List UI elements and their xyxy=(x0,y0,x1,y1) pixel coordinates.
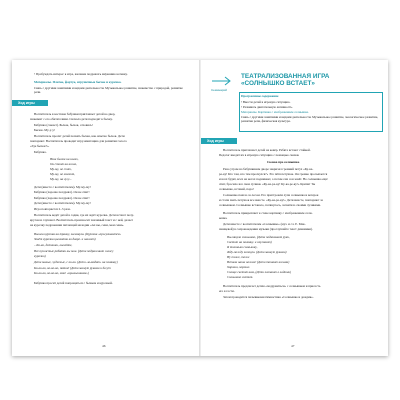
left-line-5: Воспитатель просит детей позвать бычка, как опытно бычок. Дети xyxy=(34,134,125,138)
story-2: ре-ку! Кто там, кто там проснулся?» Это пётя петушок. Он громко просыпается xyxy=(219,172,328,176)
poem-line-8: Солнце светит нам, (Дети хлопают в ладоши) xyxy=(227,270,292,274)
story-1: Рано утром на бабушкином дворе закричал громкий петух «Ку-ка- xyxy=(223,167,314,171)
poem2-line-5: курочки) xyxy=(34,254,46,258)
left-line2-1: Дети (вместе с воспитателем). Му-му-му! xyxy=(34,185,91,189)
outro-3: Затем проводится пальчиковая гимнастика «Солнышко и дождик». xyxy=(223,295,314,299)
poem2-line-8: Ко-ко-ко, ко-ко-ко, мои! «крылышками») xyxy=(34,271,89,275)
poem-line-6: Встали наши ножки! (Дети топают ногами) xyxy=(227,260,290,264)
poem1-line-4: Му-му, не молчит, xyxy=(50,172,75,176)
poem2-line-1: Вышла курочка на травку, заглянула. (Курочка «прогуливается» xyxy=(34,232,122,236)
left-line-1: Воспитатель в костюме бабушки приглашает детей во двор, xyxy=(34,112,116,116)
left-line2-5: Игра повторяется 2–3 раза. xyxy=(34,207,71,211)
right-page xyxy=(201,60,388,356)
poem-line-7: Хорошо, хорошо xyxy=(227,265,250,269)
section-bar-label: Ход игры xyxy=(207,139,224,143)
left-line2-7: кругом и слушают. Воспитатель произносит значимый текст и с ней, делает xyxy=(30,218,133,222)
mid-2: ышка. xyxy=(219,216,228,220)
left-section-bar xyxy=(12,100,48,106)
left-page-number: 46 xyxy=(102,344,106,348)
left-line-7: «Где бычок?». xyxy=(30,144,50,148)
story-6: Солнышко пошло за лесом. Его пристроили лучи солнышка и ветерок xyxy=(223,193,319,197)
left-line-8: Бабушка. xyxy=(34,150,47,154)
mid-1: Воспитатель прикрепляет к стене картинку с изображением солн- xyxy=(223,211,313,215)
left-links: Связь с другими занятиями и видами деятельности. Музыкальное развитие, знакомство с природой, развитие речи. xyxy=(34,86,183,94)
arrow-icon xyxy=(211,74,233,88)
poem1-line-3: Му-му, не спит, xyxy=(50,167,72,171)
task-2: • Развивать двигательную активность. xyxy=(241,105,293,109)
left-line-2: знакомит с его обитателями. Сначала дети подходят к бычку. xyxy=(30,117,113,121)
task-materials: Материалы. Картинка с изображением солнышка. xyxy=(241,110,309,114)
header-badge: Семинарий xyxy=(211,88,227,92)
poem-line-5: Ну тоже, тоже xyxy=(227,255,250,259)
story-8: солнышком. Солнышко вставало, потянулось, засветило своими лучиками. xyxy=(219,203,321,207)
outro-2: его в гости. xyxy=(219,289,235,293)
page-title-line-1: ТЕАТРАЛИЗОВАННАЯ ИГРА xyxy=(241,73,330,80)
poem1-line-1: Наш бычок на ногах, xyxy=(50,157,79,161)
left-line-6: повторяют. Воспитатель проводит игру-имитацию для развития голоса xyxy=(30,139,127,143)
task-1: • Ввести детей в игровую ситуацию. xyxy=(241,100,291,104)
left-line2-3: Бабушка (хорошо поздравл). Он не спит! xyxy=(34,196,90,200)
left-materials: Материалы. Платок, фартук, игрушечные бычок и курочка. xyxy=(34,80,122,84)
intro-2: Педагог вводит их в игровую ситуацию с помощью сказки. xyxy=(219,153,300,157)
poem-line-9: Солнышко светит. xyxy=(227,275,254,279)
poem-line-3: Я тихонько солнышку, xyxy=(227,245,258,249)
poem1-line-2: Он стоит на ногах, xyxy=(50,162,77,166)
story-5: солнышко, вставай, пора! xyxy=(219,187,254,191)
tasks-heading: Программное содержание xyxy=(241,94,279,98)
intro-1: Воспитатель приглашает детей на ковёр. Ребята встают стайкой. xyxy=(223,148,311,152)
section-bar-label: Ход игры xyxy=(18,101,35,105)
task-links: Связь с другими занятиями и видами деятельности. Музыкальное развитие, экологическое развитие, развитие речи, физическая культура. xyxy=(241,115,379,123)
page-title-line-2: «СОЛНЫШКО ВСТАЕТ» xyxy=(241,80,315,87)
poem2-line-2: Зовёт курочка цыпляток во дворе. и шагает) xyxy=(34,237,96,241)
left-line2-8: на курочку подражания читающей мелодии «Ах вы, сени, мои сени». xyxy=(30,223,125,227)
mid-3: Дети вместе с воспитателем «Солнышко» (муз. и сл. Е. Мак- xyxy=(223,222,306,226)
left-line2-6: Воспитатель ведёт детей в садик, где их ждёт курочка. Дети встают полу- xyxy=(34,213,135,217)
right-page-number: 47 xyxy=(291,344,295,348)
left-goal-1: • Пробуждать интерес к игре, желание подражать мяуканию котенку. xyxy=(34,72,128,76)
mid-4: шанцевой) в сопровождении музыки (прослушайте текст динамики). xyxy=(219,227,313,231)
left-page xyxy=(12,60,199,356)
left-line-3: Бабушка (сажает). Бычок, бычок, отзовись! xyxy=(34,123,93,127)
story-title: Сказка про солнышко xyxy=(267,160,300,164)
left-line2-4: Дети (вместе с воспитателем). Му-му-му! xyxy=(34,201,91,205)
story-4: спит, бросило все свои лучики. «Ку-ка-ре-ку! Ку-ка-ре-ку!» Кричит Ты xyxy=(219,182,316,186)
story-7: и стали звать петушок все вместе. «Ку-ка-ре-ку!» Дети вместе, повторяют за xyxy=(219,198,323,202)
left-line2-2: Бабушка (хорошо поздравл). Он не спит! xyxy=(34,190,90,194)
poem-line-1: Выглянуло солнышко, (Дети поднимают руки, xyxy=(227,235,290,239)
poem2-line-4: Все пушистые ребятки вы мои. (Дети подражают голосу xyxy=(34,249,114,253)
poem-line-4: Жду-пожду зеленую. (Дети машут руками) xyxy=(227,250,287,254)
poem1-line-5: Му-му, на лугу... xyxy=(50,177,72,181)
story-3: и всех будит, всех на ногах поднимает, а потом сам сон зовёт. Но солнышко ещё xyxy=(219,177,328,181)
poem2-line-7: Ко-ко-ко, ко-ко-ко, пятки! (Дети машут руками и бегут xyxy=(34,266,111,270)
poem2-line-3: – Ко-ко, детишки, выпейте, xyxy=(34,243,73,247)
poem2-line-6: Дети малые, чудесные, с ко-ко. (Дети «выходят» на полянку) xyxy=(34,260,118,264)
book-spread xyxy=(12,60,388,356)
left-line-4: Бычок. Му-у-у! xyxy=(34,128,56,132)
poem-line-2: Светит на полянку. и опускают) xyxy=(227,240,272,244)
outro-1: Воспитатель предлагает детям «подружиться» с солнышком и присесть xyxy=(223,284,321,288)
left-line3-1: Бабушка просит детей попрощаться с бычком и курочкой. xyxy=(34,281,113,285)
right-section-bar xyxy=(201,138,237,144)
